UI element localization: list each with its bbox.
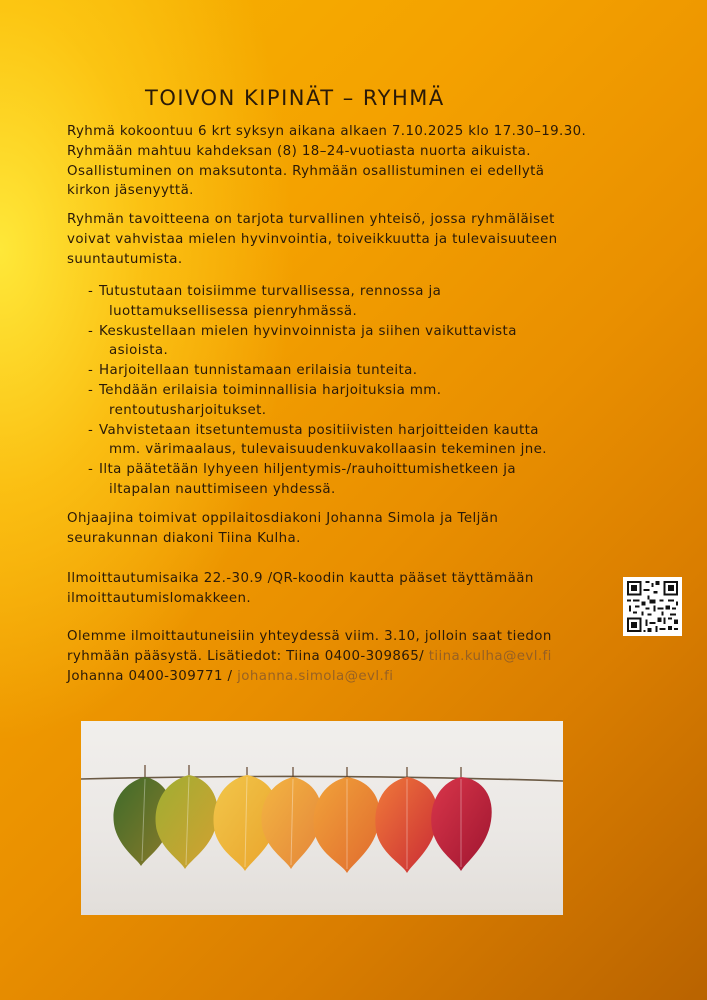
goal-line: suuntautumista. xyxy=(67,251,183,267)
goal-line: Ryhmän tavoitteena on tarjota turvallinen yhteisö, jossa ryhmäläiset xyxy=(67,212,555,227)
list-item-line: asioista. xyxy=(109,343,169,359)
list-item xyxy=(88,460,628,500)
list-dash: - xyxy=(88,382,94,398)
list-item xyxy=(88,421,628,461)
leaders-paragraph xyxy=(67,509,642,549)
leaders-line: seurakunnan diakoni Tiina Kulha. xyxy=(67,530,301,546)
contact-text-tiina: ryhmään pääsystä. Lisätiedot: Tiina 0400-309865/ xyxy=(67,648,429,664)
list-item-line: Vahvistetaan itsetuntemusta positiivisten harjoitteiden kautta xyxy=(99,422,539,438)
intro-line: Osallistuminen on maksutonta. Ryhmään osallistuminen ei edellytä xyxy=(67,163,545,179)
list-item-line: Ilta päätetään lyhyeen hiljentymis-/rauhoittumishetkeen ja xyxy=(99,462,517,478)
contact-line xyxy=(67,667,642,687)
autumn-leaves-on-string-image xyxy=(81,721,563,915)
list-item-line: Keskustellaan mielen hyvinvoinnista ja siihen vaikuttavista xyxy=(99,323,517,339)
list-dash: - xyxy=(88,462,94,478)
registration-line: Ilmoittautumisaika 22.-30.9 /QR-koodin kautta pääset täyttämään xyxy=(67,571,534,586)
leaves-illustration xyxy=(81,721,563,915)
list-item-line: mm. värimaalaus, tulevaisuudenkuvakollaasin tekeminen jne. xyxy=(109,442,547,458)
leaders-line: Ohjaajina toimivat oppilaitosdiakoni Johanna Simola ja Teljän xyxy=(67,511,499,526)
goal-line: voivat vahvistaa mielen hyvinvointia, toiveikkuutta ja tulevaisuuteen xyxy=(67,231,558,247)
intro-line: Ryhmään mahtuu kahdeksan (8) 18–24-vuotiasta nuorta aikuista. xyxy=(67,143,531,159)
list-item-line: Harjoitellaan tunnistamaan erilaisia tunteita. xyxy=(99,363,418,379)
page-title: TOIVON KIPINÄT – RYHMÄ xyxy=(145,86,445,110)
list-item xyxy=(88,361,628,381)
list-item-line: luottamuksellisessa pienryhmässä. xyxy=(109,303,358,319)
list-item-line: Tehdään erilaisia toiminnallisia harjoituksia mm. xyxy=(99,382,442,398)
registration-line: ilmoittautumislomakkeen. xyxy=(67,590,252,606)
goal-paragraph xyxy=(67,210,642,269)
contact-line: Olemme ilmoittautuneisiin yhteydessä viim. 3.10, jolloin saat tiedon xyxy=(67,629,552,644)
list-item xyxy=(88,282,628,322)
registration-paragraph xyxy=(67,569,642,609)
list-item xyxy=(88,381,628,421)
list-dash: - xyxy=(88,284,94,299)
contact-line xyxy=(67,647,642,667)
email-link-johanna[interactable]: johanna.simola@evl.fi xyxy=(237,668,394,684)
intro-paragraph xyxy=(67,122,642,201)
list-item-line: rentoutusharjoitukset. xyxy=(109,402,267,418)
intro-line: Ryhmä kokoontuu 6 krt syksyn aikana alkaen 7.10.2025 klo 17.30–19.30. xyxy=(67,124,587,139)
leaf-stems xyxy=(145,765,461,777)
list-dash: - xyxy=(88,363,94,379)
leaf-group xyxy=(113,775,491,873)
list-dash: - xyxy=(88,422,94,438)
list-item xyxy=(88,322,628,362)
contact-paragraph xyxy=(67,627,642,686)
activity-list xyxy=(88,282,628,500)
list-item-line: iltapalan nauttimiseen yhdessä. xyxy=(109,481,336,497)
email-link-tiina[interactable]: tiina.kulha@evl.fi xyxy=(428,648,552,664)
list-item-line: Tutustutaan toisiimme turvallisessa, rennossa ja xyxy=(99,284,442,299)
contact-text-johanna: Johanna 0400-309771 / xyxy=(67,668,238,684)
intro-line: kirkon jäsenyyttä. xyxy=(67,183,194,199)
list-dash: - xyxy=(88,323,94,339)
